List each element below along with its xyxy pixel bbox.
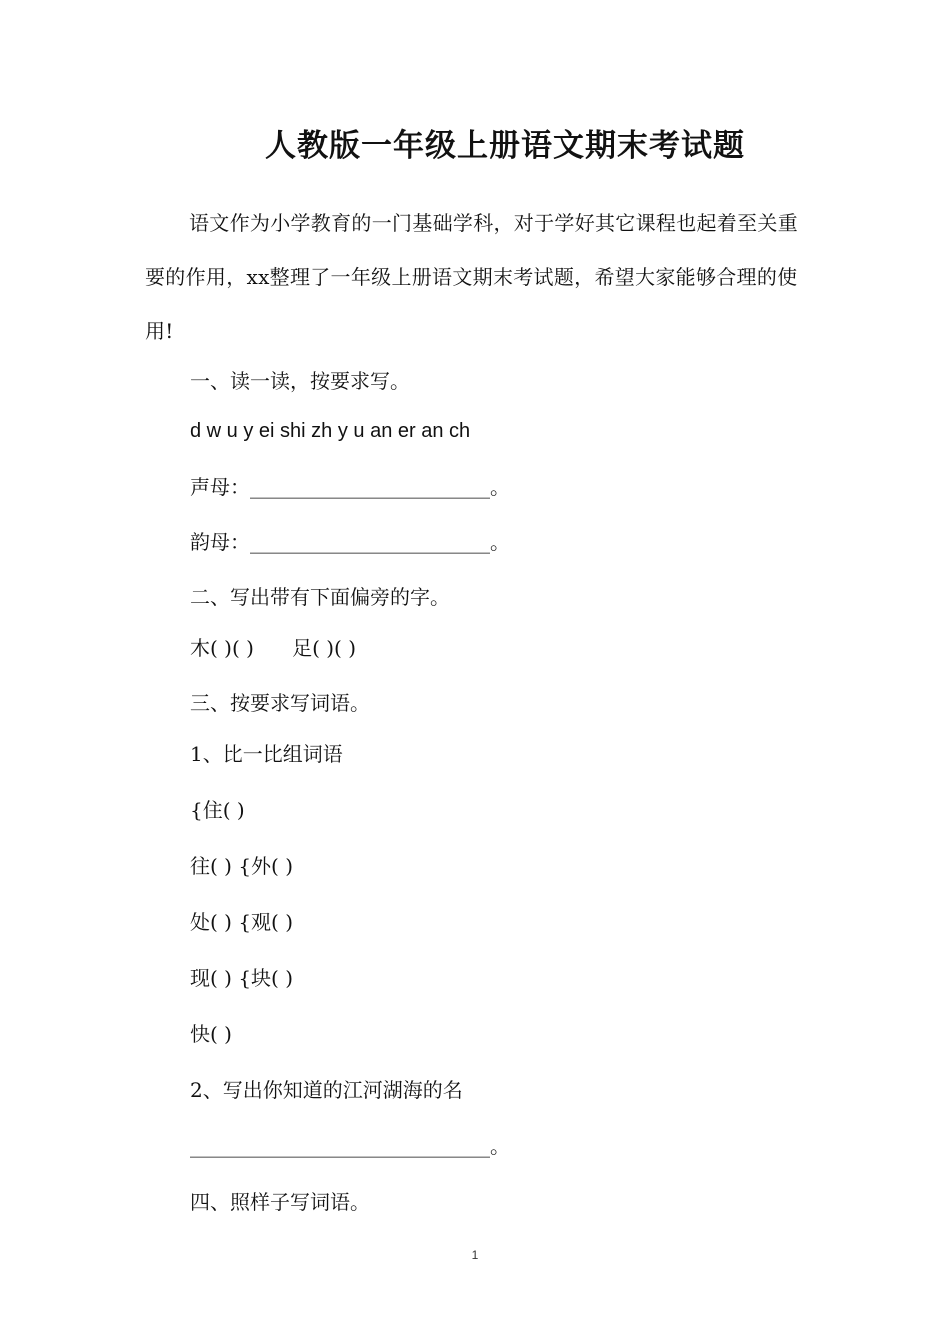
rivers-blank: ______________________________。 <box>190 1134 510 1158</box>
section-3-heading: 三、按要求写词语。 <box>190 691 370 715</box>
section-2-heading: 二、写出带有下面偏旁的字。 <box>190 585 450 609</box>
initials-blank: 声母：________________________。 <box>190 475 510 499</box>
document-title: 人教版一年级上册语文期末考试题 <box>265 128 745 164</box>
intro-paragraph: 语文作为小学教育的一门基础学科，对于学好其它课程也起着至关重要的作用，xx整理了一年级上册语文期末考试题，希望大家能够合理的使用! <box>145 211 798 343</box>
word-pair-line: 快( ) <box>190 1022 232 1046</box>
pinyin-list: d w u y ei shi zh y u an er an ch <box>190 420 471 442</box>
word-pair-line: {住( ) <box>190 798 245 822</box>
radical-blanks: 木( )( ) 足( )( ) <box>190 636 356 660</box>
word-pair-line: 往( ) {外( ) <box>190 854 294 878</box>
question-3-1: 1、比一比组词语 <box>190 742 343 766</box>
page-number: 1 <box>471 1248 479 1262</box>
word-pair-line: 现( ) {块( ) <box>190 966 294 990</box>
section-4-heading: 四、照样子写词语。 <box>190 1190 370 1214</box>
section-1-heading: 一、读一读，按要求写。 <box>190 369 410 393</box>
finals-blank: 韵母：________________________。 <box>190 530 510 554</box>
word-pair-line: 处( ) {观( ) <box>190 910 294 934</box>
question-3-2: 2、写出你知道的江河湖海的名 <box>190 1078 463 1102</box>
